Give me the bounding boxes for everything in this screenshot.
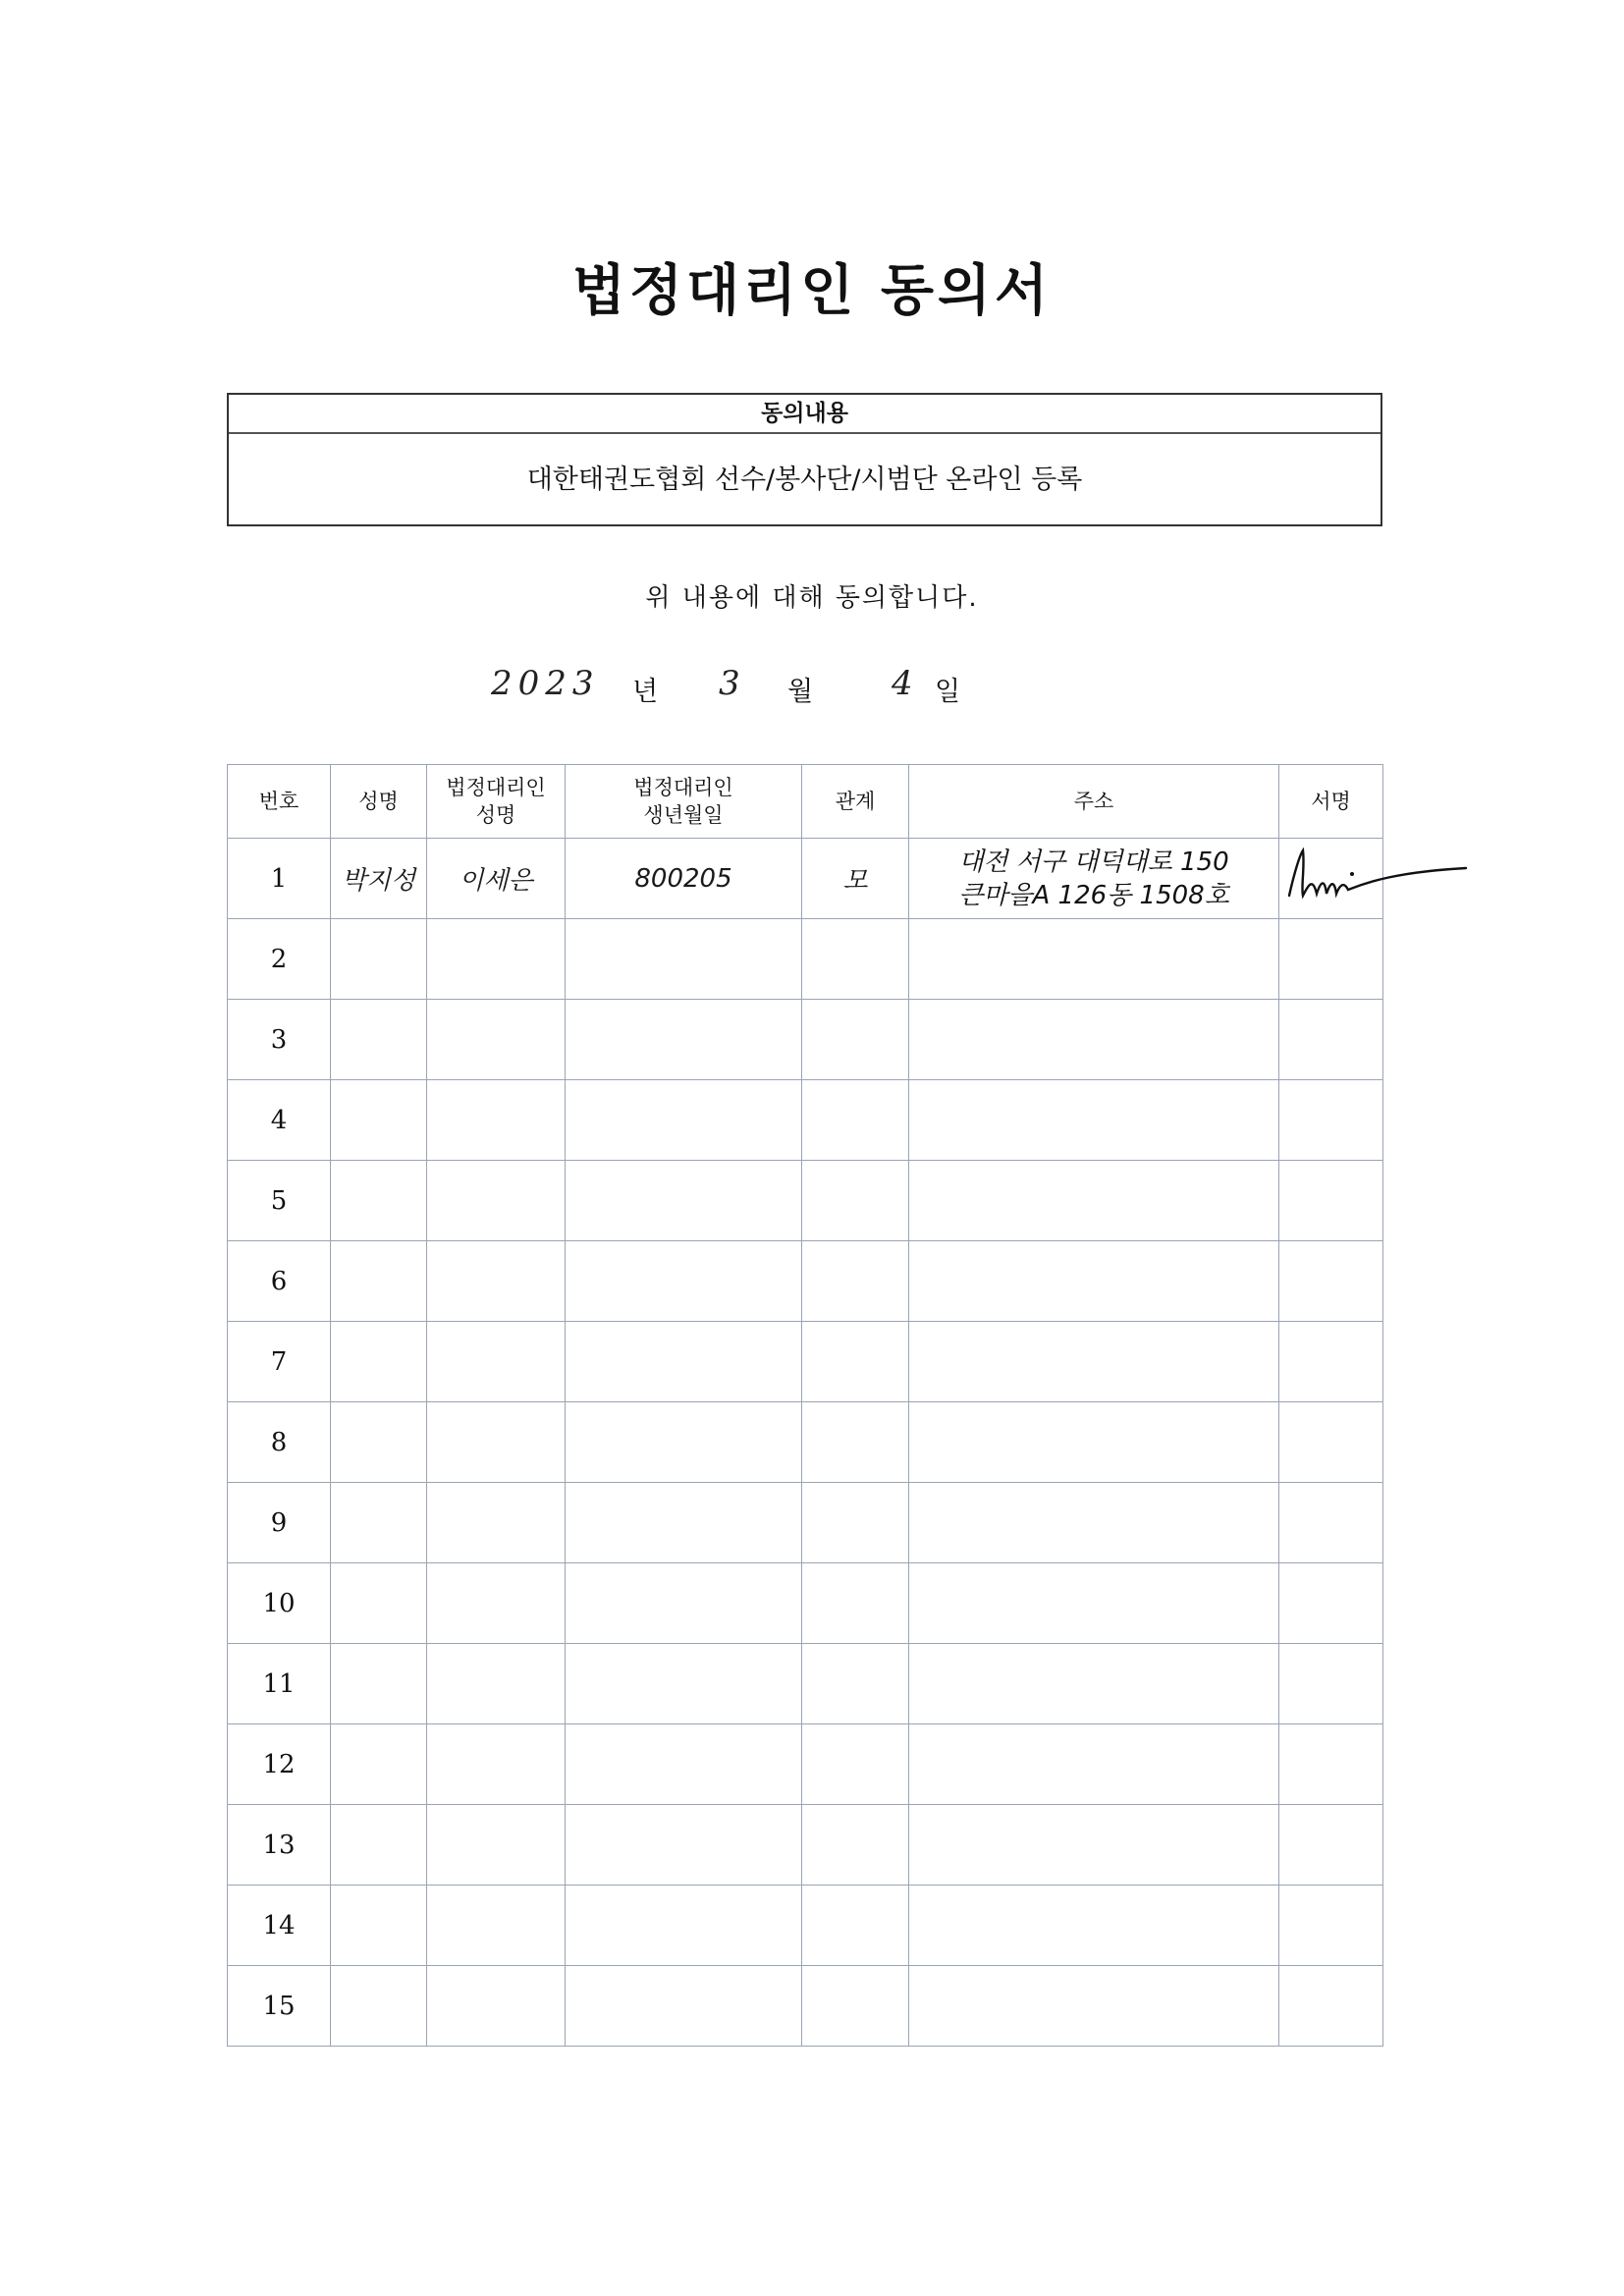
row-number: 15 bbox=[228, 1966, 331, 2047]
row-guardian-birth bbox=[566, 1402, 802, 1483]
row-address bbox=[909, 1644, 1279, 1724]
table-row bbox=[228, 839, 1383, 919]
row-guardian-birth bbox=[566, 1644, 802, 1724]
row-relation bbox=[802, 1886, 909, 1966]
row-signature bbox=[1279, 1000, 1383, 1080]
row-address bbox=[909, 1724, 1279, 1805]
row-guardian-name bbox=[427, 1161, 566, 1241]
row-name bbox=[331, 1805, 427, 1886]
header-guardian-birth bbox=[566, 765, 802, 839]
row-signature bbox=[1279, 1563, 1383, 1644]
header-address: 주소 bbox=[909, 765, 1279, 839]
table-row bbox=[228, 1724, 1383, 1805]
row-guardian-name bbox=[427, 1966, 566, 2047]
row-guardian-name bbox=[427, 1000, 566, 1080]
row-name bbox=[331, 919, 427, 1000]
row-signature bbox=[1279, 1483, 1383, 1563]
row-number: 5 bbox=[228, 1161, 331, 1241]
row-number: 9 bbox=[228, 1483, 331, 1563]
row-address bbox=[909, 1241, 1279, 1322]
date-line bbox=[0, 656, 1624, 715]
row-guardian-birth bbox=[566, 1563, 802, 1644]
row-signature bbox=[1279, 919, 1383, 1000]
header-signature: 서명 bbox=[1279, 765, 1383, 839]
row-signature bbox=[1279, 1241, 1383, 1322]
row-relation bbox=[802, 1966, 909, 2047]
table-row bbox=[228, 1322, 1383, 1402]
table-row bbox=[228, 919, 1383, 1000]
row-name bbox=[331, 1724, 427, 1805]
consent-header: 동의내용 bbox=[229, 395, 1380, 434]
row-guardian-name bbox=[427, 1080, 566, 1161]
row-guardian-name bbox=[427, 1241, 566, 1322]
row-address-line2: 큰마을A 126동 1508호 bbox=[958, 880, 1229, 910]
row-address bbox=[909, 1322, 1279, 1402]
row-guardian-birth: 800205 bbox=[566, 839, 802, 919]
page-title: 법정대리인 동의서 bbox=[571, 259, 1053, 323]
table-row bbox=[228, 1966, 1383, 2047]
row-guardian-birth bbox=[566, 919, 802, 1000]
row-guardian-name bbox=[427, 1402, 566, 1483]
header-guardian-name-line1: 법정대리인 bbox=[446, 776, 546, 799]
row-address-line1: 대전 서구 대덕대로 150 bbox=[958, 847, 1229, 877]
table-row bbox=[228, 1644, 1383, 1724]
table-row bbox=[228, 1080, 1383, 1161]
row-relation bbox=[802, 1805, 909, 1886]
row-address bbox=[909, 1000, 1279, 1080]
row-signature bbox=[1279, 1644, 1383, 1724]
table-row bbox=[228, 1886, 1383, 1966]
table-row bbox=[228, 1563, 1383, 1644]
row-number: 8 bbox=[228, 1402, 331, 1483]
row-signature bbox=[1279, 1886, 1383, 1966]
table-header-row bbox=[228, 765, 1383, 839]
row-signature bbox=[1279, 1402, 1383, 1483]
row-relation: 모 bbox=[802, 839, 909, 919]
row-guardian-name bbox=[427, 1322, 566, 1402]
row-relation bbox=[802, 1000, 909, 1080]
row-signature bbox=[1279, 1322, 1383, 1402]
row-address bbox=[909, 919, 1279, 1000]
row-number: 7 bbox=[228, 1322, 331, 1402]
row-address bbox=[909, 1080, 1279, 1161]
row-relation bbox=[802, 1161, 909, 1241]
row-relation bbox=[802, 1724, 909, 1805]
row-relation bbox=[802, 1402, 909, 1483]
row-name bbox=[331, 1161, 427, 1241]
row-number: 1 bbox=[228, 839, 331, 919]
row-name bbox=[331, 1483, 427, 1563]
row-guardian-name bbox=[427, 1805, 566, 1886]
row-guardian-birth bbox=[566, 1483, 802, 1563]
table-row bbox=[228, 1805, 1383, 1886]
row-guardian-birth bbox=[566, 1080, 802, 1161]
header-number: 번호 bbox=[228, 765, 331, 839]
row-number: 6 bbox=[228, 1241, 331, 1322]
table-row bbox=[228, 1402, 1383, 1483]
row-guardian-name bbox=[427, 1644, 566, 1724]
row-number: 12 bbox=[228, 1724, 331, 1805]
date-day: 4 bbox=[892, 664, 919, 703]
row-relation bbox=[802, 1563, 909, 1644]
row-address bbox=[909, 839, 1279, 919]
row-name bbox=[331, 1080, 427, 1161]
header-relation: 관계 bbox=[802, 765, 909, 839]
row-guardian-birth bbox=[566, 1966, 802, 2047]
row-number: 2 bbox=[228, 919, 331, 1000]
row-guardian-birth bbox=[566, 1886, 802, 1966]
row-guardian-birth bbox=[566, 1161, 802, 1241]
row-name bbox=[331, 1644, 427, 1724]
row-guardian-name: 이세은 bbox=[427, 839, 566, 919]
date-day-unit: 일 bbox=[935, 677, 961, 707]
row-guardian-name bbox=[427, 1563, 566, 1644]
table-row bbox=[228, 1241, 1383, 1322]
row-guardian-birth bbox=[566, 1000, 802, 1080]
row-signature bbox=[1279, 1805, 1383, 1886]
row-name: 박지성 bbox=[331, 839, 427, 919]
row-relation bbox=[802, 1080, 909, 1161]
row-number: 4 bbox=[228, 1080, 331, 1161]
row-address bbox=[909, 1483, 1279, 1563]
row-number: 13 bbox=[228, 1805, 331, 1886]
row-name bbox=[331, 1402, 427, 1483]
header-guardian-birth-line2: 생년월일 bbox=[643, 803, 724, 827]
agreement-statement: 위 내용에 대해 동의합니다. bbox=[645, 583, 979, 613]
row-address bbox=[909, 1966, 1279, 2047]
row-relation bbox=[802, 1483, 909, 1563]
row-number: 11 bbox=[228, 1644, 331, 1724]
date-month-unit: 월 bbox=[787, 677, 814, 707]
row-name bbox=[331, 1886, 427, 1966]
guardian-table bbox=[227, 764, 1383, 2047]
row-guardian-birth bbox=[566, 1724, 802, 1805]
consent-box bbox=[227, 393, 1382, 526]
table-row bbox=[228, 1161, 1383, 1241]
row-guardian-birth bbox=[566, 1805, 802, 1886]
row-guardian-birth bbox=[566, 1241, 802, 1322]
row-number: 10 bbox=[228, 1563, 331, 1644]
row-relation bbox=[802, 1241, 909, 1322]
header-guardian-name bbox=[427, 765, 566, 839]
row-guardian-name bbox=[427, 1886, 566, 1966]
row-signature bbox=[1279, 1161, 1383, 1241]
row-address bbox=[909, 1402, 1279, 1483]
row-number: 14 bbox=[228, 1886, 331, 1966]
row-address bbox=[909, 1886, 1279, 1966]
row-guardian-name bbox=[427, 1483, 566, 1563]
row-relation bbox=[802, 919, 909, 1000]
row-number: 3 bbox=[228, 1000, 331, 1080]
row-name bbox=[331, 1966, 427, 2047]
row-name bbox=[331, 1000, 427, 1080]
header-guardian-birth-line1: 법정대리인 bbox=[633, 776, 733, 799]
row-address bbox=[909, 1161, 1279, 1241]
row-address bbox=[909, 1805, 1279, 1886]
consent-content: 대한태권도협회 선수/봉사단/시범단 온라인 등록 bbox=[526, 465, 1083, 495]
date-year: 2023 bbox=[491, 664, 600, 703]
header-name: 성명 bbox=[331, 765, 427, 839]
date-year-unit: 년 bbox=[632, 677, 659, 707]
signature-mark bbox=[1279, 839, 1476, 917]
row-name bbox=[331, 1241, 427, 1322]
row-signature bbox=[1279, 1966, 1383, 2047]
table-row bbox=[228, 1000, 1383, 1080]
row-name bbox=[331, 1322, 427, 1402]
row-address bbox=[909, 1563, 1279, 1644]
row-guardian-birth bbox=[566, 1322, 802, 1402]
row-relation bbox=[802, 1644, 909, 1724]
row-signature bbox=[1279, 1724, 1383, 1805]
date-month: 3 bbox=[719, 664, 746, 703]
row-signature bbox=[1279, 1080, 1383, 1161]
header-guardian-name-line2: 성명 bbox=[475, 803, 516, 827]
row-guardian-name bbox=[427, 919, 566, 1000]
row-signature bbox=[1279, 839, 1383, 919]
row-guardian-name bbox=[427, 1724, 566, 1805]
row-name bbox=[331, 1563, 427, 1644]
row-relation bbox=[802, 1322, 909, 1402]
table-row bbox=[228, 1483, 1383, 1563]
